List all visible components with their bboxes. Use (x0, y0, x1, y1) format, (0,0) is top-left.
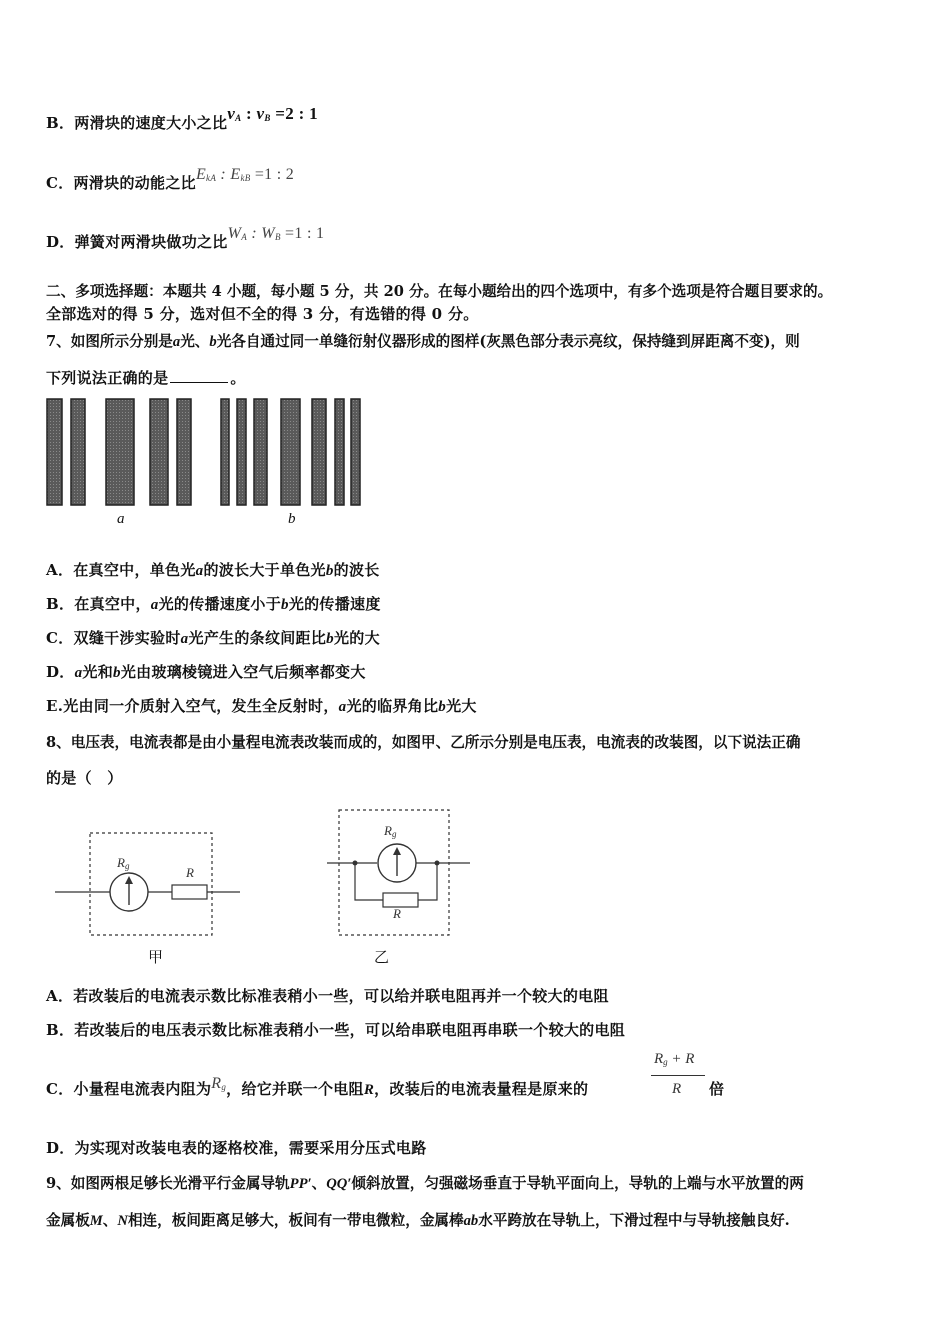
fringe (254, 399, 267, 505)
dashed-box (90, 833, 212, 935)
section2-heading: 二、多项选择题：本题共 4 小题，每小题 5 分，共 20 分。在每小题给出的四个选项中，有多个选项是符合题目要求的。 (46, 283, 833, 300)
fringe (312, 399, 326, 505)
r-label-yi: R (393, 906, 401, 921)
fringe (71, 399, 85, 505)
q7-option-d: D．a光和b光由玻璃棱镜进入空气后频率都变大 (46, 663, 366, 681)
q8-option-b: B．若改装后的电压表示数比标准表稍小一些，可以给串联电阻再串联一个较大的电阻 (46, 1021, 626, 1039)
q7-option-e: E.光由同一介质射入空气，发生全反射时，a光的临界角比b光大 (46, 697, 477, 715)
q7-stem-2: 下列说法正确的是 。 (46, 369, 246, 387)
caption-yi: 乙 (374, 948, 390, 966)
fringe (221, 399, 229, 505)
q7-stem: 7、如图所示分别是a光、b光各自通过同一单缝衍射仪器形成的图样(灰黑色部分表示亮纹，保持缝到屏距离不变)，则 (46, 333, 800, 350)
r-label-jia: R (186, 865, 194, 880)
q6-option-b: B．两滑块的速度大小之比$v_A$ : $v_B =2$ : 1 (46, 104, 318, 132)
caption-jia: 甲 (148, 948, 164, 966)
pattern-b (221, 399, 360, 505)
circuit-ammeter-yi (325, 808, 475, 943)
pattern-a-label: a (117, 511, 125, 527)
answer-blank (170, 370, 228, 383)
q7-option-a: A．在真空中，单色光a的波长大于单色光b的波长 (46, 561, 380, 579)
fringe (177, 399, 191, 505)
fringe (335, 399, 344, 505)
wire (418, 863, 437, 900)
rg-symbol: $R_g$ (211, 1075, 227, 1092)
fraction-denominator: R (672, 1081, 682, 1097)
section2-scoring: 全部选对的得 5 分，选对但不全的得 3 分，有选错的得 0 分。 (46, 305, 479, 323)
q8-option-d: D．为实现对改装电表的逐格校准，需要采用分压式电路 (46, 1139, 427, 1157)
q7-option-b: B．在真空中，a光的传播速度小于b光的传播速度 (46, 595, 381, 613)
fringe (106, 399, 134, 505)
rg-label-yi: $R_g$ (384, 823, 397, 839)
pattern-b-label: b (288, 511, 296, 527)
fraction-bar (651, 1075, 705, 1076)
shunt-resistor (383, 893, 418, 907)
diffraction-patterns-figure (40, 390, 380, 540)
q8-option-c: C．小量程电流表内阻为$R_g$，给它并联一个电阻R，改装后的电流表量程是原来的 (46, 1075, 589, 1098)
velocity-ratio: $v_A$ : $v_B =2$ : 1 (227, 104, 318, 123)
pattern-a (47, 399, 191, 505)
q8-option-a: A．若改装后的电流表示数比标准表稍小一些，可以给并联电阻再并一个较大的电阻 (46, 987, 609, 1005)
fringe (281, 399, 300, 505)
fringe (351, 399, 360, 505)
fringe (150, 399, 168, 505)
fraction-numerator: $R_g + R$ (654, 1051, 695, 1067)
q8-stem: 8、电压表，电流表都是由小量程电流表改装而成的，如图甲、乙所示分别是电压表，电流表的改装图，以下说法正确 (46, 734, 801, 751)
q6-option-c: C．两滑块的动能之比$E_{kA}$ : $E_{kB} =1$ : 2 (46, 166, 295, 192)
q6-option-d: D．弹簧对两滑块做功之比$W_A$ : $W_B =1$ : 1 (46, 225, 325, 251)
fringe (47, 399, 62, 505)
rg-label-jia: $R_g$ (117, 855, 130, 871)
resistor (172, 885, 207, 899)
q9-stem: 9、如图两根足够长光滑平行金属导轨PP′、QQ′倾斜放置，匀强磁场垂直于导轨平面向上，导轨的上端与水平放置的两 (46, 1175, 804, 1192)
work-ratio: $W_A$ : $W_B =1$ : 1 (227, 225, 325, 242)
q8-stem-2: 的是（ ） (46, 769, 123, 787)
fringe (237, 399, 246, 505)
q7-option-c: C．双缝干涉实验时a光产生的条纹间距比b光的大 (46, 629, 380, 647)
times-unit: 倍 (709, 1080, 725, 1098)
q9-stem-2: 金属板M、N相连，板间距离足够大，板间有一带电微粒，金属棒ab水平跨放在导轨上，下滑过程中与导轨接触良好. (46, 1212, 790, 1229)
circuit-voltmeter-jia (55, 825, 245, 945)
kinetic-energy-ratio: $E_{kA}$ : $E_{kB} =1$ : 2 (195, 166, 295, 183)
